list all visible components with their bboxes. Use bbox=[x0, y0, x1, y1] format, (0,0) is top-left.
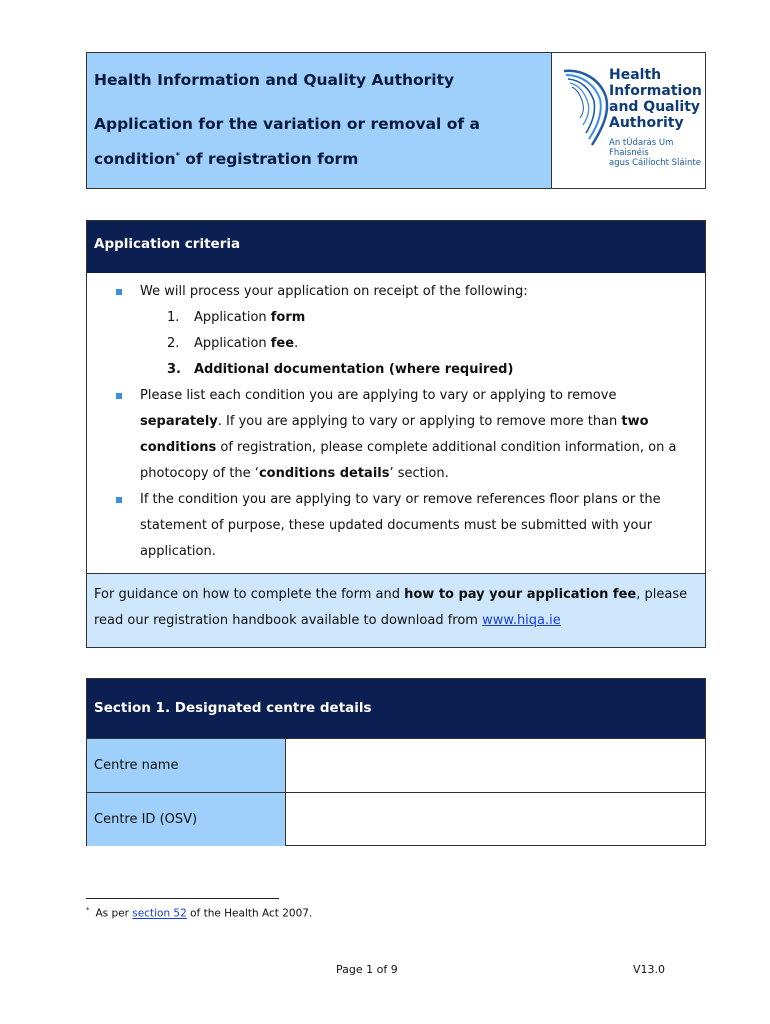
table-row bbox=[87, 738, 705, 792]
hiqa-website-link[interactable]: www.hiqa.ie bbox=[482, 613, 561, 628]
bullet-bold: separately bbox=[140, 414, 218, 429]
bullet-text: Please list each condition you are applying to vary or applying to remove bbox=[140, 388, 617, 403]
bullet-square-icon bbox=[116, 289, 122, 295]
footnote-marker: * bbox=[175, 151, 180, 160]
list-number: 3. bbox=[167, 362, 181, 377]
footnote-text: of the Health Act 2007. bbox=[186, 907, 313, 920]
guidance-text: , please read our registration handbook available to download from bbox=[94, 587, 688, 628]
application-criteria-section bbox=[86, 220, 706, 648]
criteria-bullet bbox=[87, 487, 705, 565]
section-52-link[interactable]: section 52 bbox=[132, 907, 187, 920]
bullet-bold: conditions details bbox=[258, 466, 390, 481]
bullet-text: . If you are applying to vary or applying to remove more than bbox=[217, 414, 622, 429]
table-row bbox=[87, 792, 705, 846]
criteria-heading: Application criteria bbox=[87, 221, 705, 273]
item-text: Application bbox=[194, 336, 271, 351]
footnote-text: As per bbox=[95, 907, 133, 920]
centre-name-label: Centre name bbox=[87, 739, 286, 792]
organisation-name: Health Information and Quality Authority bbox=[94, 71, 455, 89]
logo-line: Health bbox=[609, 67, 662, 83]
logo-irish-name bbox=[609, 138, 702, 168]
form-title-rest: of registration form bbox=[179, 150, 359, 169]
footnote-divider bbox=[86, 898, 279, 899]
item-bold: Additional documentation (where required) bbox=[194, 362, 514, 377]
guidance-bold: how to pay your application fee bbox=[404, 587, 637, 602]
logo-line: Information bbox=[609, 83, 702, 99]
header-title-panel bbox=[87, 53, 552, 188]
guidance-note bbox=[87, 573, 705, 647]
logo-wordmark bbox=[609, 67, 702, 131]
centre-name-field[interactable] bbox=[286, 739, 705, 792]
logo-line: Authority bbox=[609, 115, 684, 131]
list-number: 2. bbox=[167, 336, 180, 351]
bullet-text: If the condition you are applying to vary or remove references floor plans or the statement of purpose, these updated documents must be submitted with your application. bbox=[140, 492, 661, 559]
form-title-word: condition bbox=[94, 150, 176, 169]
item-bold: fee bbox=[270, 336, 295, 351]
centre-id-label: Centre ID (OSV) bbox=[87, 793, 286, 846]
form-title bbox=[94, 109, 543, 175]
criteria-body bbox=[87, 273, 705, 565]
criteria-bullet bbox=[87, 279, 705, 305]
footnote-marker: * bbox=[86, 906, 90, 914]
list-item bbox=[167, 357, 705, 383]
bullet-square-icon bbox=[116, 393, 122, 399]
bullet-text: of registration, please complete additional condition information, on a photocopy of the ‘ bbox=[140, 440, 677, 481]
criteria-bullet bbox=[87, 383, 705, 487]
logo-line: and Quality bbox=[609, 99, 701, 115]
item-bold: form bbox=[270, 310, 306, 325]
footnote bbox=[86, 906, 312, 920]
hiqa-swoosh-icon bbox=[562, 67, 612, 147]
form-header bbox=[86, 52, 706, 189]
document-version: V13.0 bbox=[633, 963, 666, 976]
item-text: . bbox=[294, 336, 299, 351]
logo-sub-line: An tÚdarás Um Fhaisnéis bbox=[609, 138, 674, 158]
required-items-list bbox=[87, 305, 705, 383]
guidance-text: For guidance on how to complete the form and bbox=[94, 587, 405, 602]
bullet-text: ’ section. bbox=[389, 466, 449, 481]
list-item bbox=[167, 331, 705, 357]
designated-centre-details-section bbox=[86, 678, 706, 846]
bullet-bold: two conditions bbox=[140, 414, 649, 455]
item-text: Application bbox=[194, 310, 271, 325]
logo-panel bbox=[552, 53, 705, 188]
form-title-line1: Application for the variation or removal of a bbox=[94, 115, 480, 133]
centre-id-field[interactable] bbox=[286, 793, 705, 846]
bullet-square-icon bbox=[116, 497, 122, 503]
hiqa-logo bbox=[562, 67, 702, 167]
list-number: 1. bbox=[167, 310, 180, 325]
section1-heading: Section 1. Designated centre details bbox=[87, 679, 705, 738]
page-number: Page 1 of 9 bbox=[336, 963, 398, 976]
bullet-text: We will process your application on receipt of the following: bbox=[140, 284, 528, 299]
list-item bbox=[167, 305, 705, 331]
logo-sub-line: agus Cáilíocht Sláinte bbox=[609, 158, 701, 168]
